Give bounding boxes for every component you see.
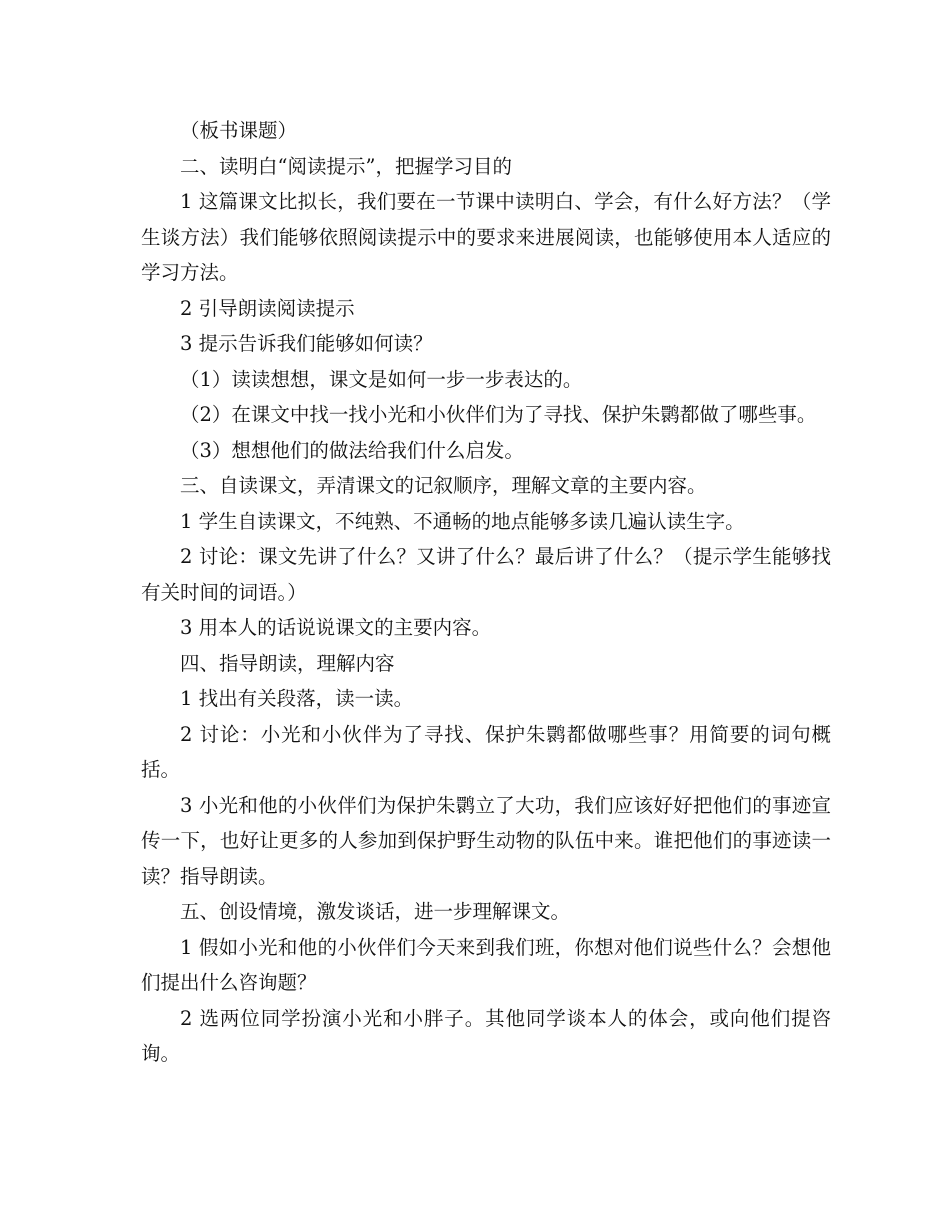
paragraph: 2 引导朗读阅读提示	[180, 296, 355, 320]
paragraph-section-2-title: 二、读明白“阅读提示”，把握学习目的	[180, 154, 512, 178]
paragraph: （1）读读想想，课文是如何一步一步表达的。	[180, 367, 583, 391]
paragraph: （3）想想他们的做法给我们什么启发。	[180, 438, 524, 462]
paragraph-section-3-title: 三、自读课文，弄清课文的记叙顺序，理解文章的主要内容。	[180, 474, 707, 497]
document-page	[141, 113, 831, 1072]
paragraph: 3 用本人的话说说课文的主要内容。	[180, 616, 492, 639]
paragraph: 2 选两位同学扮演小光和小胖子。其他同学谈本人的体会，或向他们提咨询。	[141, 1006, 831, 1065]
paragraph: 3 小光和他的小伙伴们为保护朱鹮立了大功，我们应该好好把他们的事迹宣传一下，也好让更多的人参加到保护野生动物的队伍中来。谁把他们的事迹读一读？指导朗读。	[141, 793, 831, 888]
paragraph: 1 学生自读课文，不纯熟、不通畅的地点能够多读几遍认读生字。	[180, 509, 745, 533]
paragraph: 2 讨论：小光和小伙伴为了寻找、保护朱鹮都做哪些事？用简要的词句概括。	[141, 722, 831, 781]
paragraph: 1 找出有关段落，读一读。	[180, 687, 414, 710]
paragraph-section-4-title: 四、指导朗读，理解内容	[180, 651, 395, 675]
paragraph-section-5-title: 五、创设情境，激发谈话，进一步理解课文。	[180, 900, 571, 923]
paragraph: 3 提示告诉我们能够如何读？	[180, 332, 433, 355]
paragraph-heading-board: （板书课题）	[180, 119, 298, 142]
paragraph: （2）在课文中找一找小光和小伙伴们为了寻找、保护朱鹮都做了哪些事。	[180, 403, 817, 426]
paragraph: 1 假如小光和他的小伙伴们今天来到我们班，你想对他们说些什么？会想他们提出什么咨询题？	[141, 935, 831, 994]
paragraph: 1 这篇课文比拟长，我们要在一节课中读明白、学会，有什么好方法？（学生谈方法）我们能够依照阅读提示中的要求来进展阅读，也能够使用本人适应的学习方法。	[141, 190, 831, 284]
paragraph: 2 讨论：课文先讲了什么？又讲了什么？最后讲了什么？（提示学生能够找有关时间的词语。）	[141, 545, 831, 604]
